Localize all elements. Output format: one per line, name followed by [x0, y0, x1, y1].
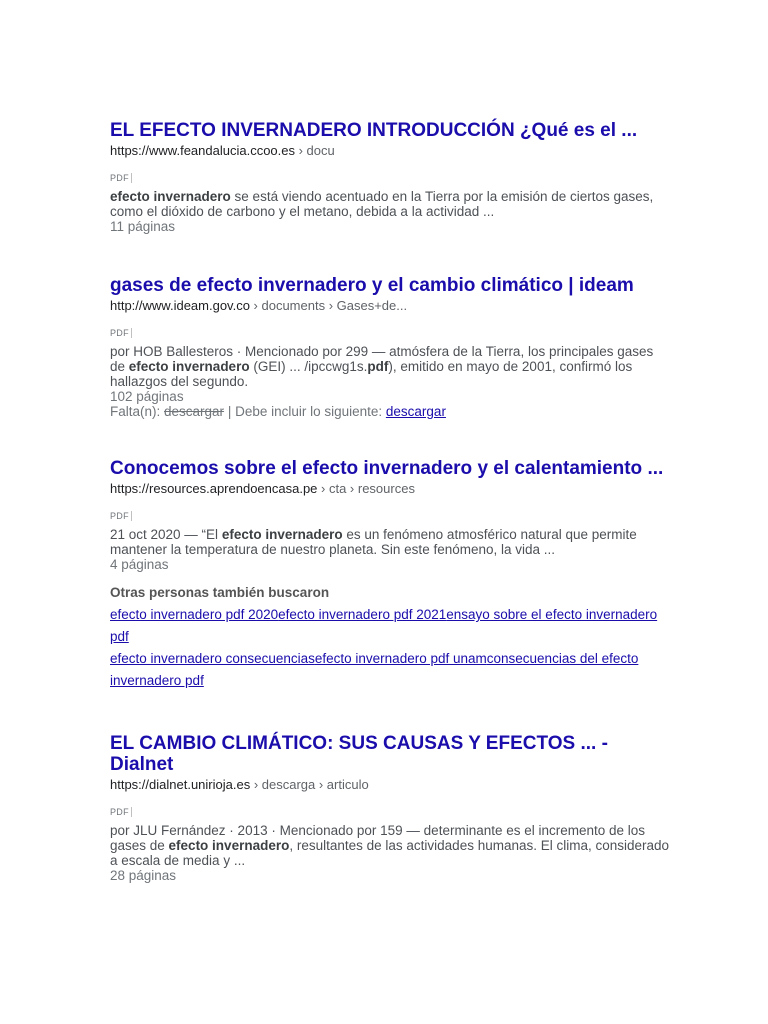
related-searches-heading: Otras personas también buscaron — [110, 585, 330, 600]
related-search-link[interactable]: efecto invernadero pdf 2020 — [110, 607, 279, 622]
result-title-link[interactable]: gases de efecto invernadero y el cambio climático | ideam — [110, 275, 634, 296]
result-site: https://dialnet.unirioja.es — [110, 777, 251, 792]
pdf-badge: PDF — [110, 807, 132, 817]
related-search-link[interactable]: efecto invernadero consecuencias — [110, 651, 315, 666]
result-site: https://www.feandalucia.ccoo.es — [110, 143, 295, 158]
result-title-link[interactable]: EL EFECTO INVERNADERO INTRODUCCIÓN ¿Qué es el ... — [110, 120, 638, 141]
result-snippet: por JLU Fernández · 2013 · Mencionado por 159 — determinante es el incremento de los gases de efecto invernadero, resultantes de las actividades humanas. El clima, considerado a escala de media y ... — [110, 823, 670, 868]
related-search-link[interactable]: efecto invernadero pdf unam — [314, 651, 487, 666]
search-result — [110, 733, 670, 883]
pdf-badge: PDF — [110, 511, 132, 521]
search-result — [110, 120, 670, 234]
result-path: › descarga › articulo — [250, 777, 369, 792]
page-count: 102 páginas — [110, 389, 184, 404]
related-search-link[interactable]: consecuencias del efecto invernadero pdf — [110, 651, 639, 688]
related-searches — [110, 604, 670, 692]
result-snippet: por HOB Ballesteros · Mencionado por 299 — atmósfera de la Tierra, los principales gases de efecto invernadero (GEI) ... /ipccwg1s.pdf), emitido en mayo de 2001, confirmó los hallazgos del segundo. — [110, 344, 654, 389]
pdf-badge: PDF — [110, 173, 132, 183]
page-count: 11 páginas — [110, 219, 176, 234]
result-url[interactable] — [110, 143, 670, 159]
struck-term: descargar — [164, 404, 225, 419]
related-search-link[interactable]: efecto invernadero pdf 2021 — [278, 607, 447, 622]
result-snippet: 21 oct 2020 — “El efecto invernadero es un fenómeno atmosférico natural que permite mantener la temperatura de nuestro planeta. Sin este fenómeno, la vida ... — [110, 527, 637, 557]
result-site: http://www.ideam.gov.co — [110, 298, 250, 313]
result-title-link[interactable]: EL CAMBIO CLIMÁTICO: SUS CAUSAS Y EFECTOS ... - Dialnet — [110, 733, 608, 775]
pdf-badge: PDF — [110, 328, 132, 338]
result-path: › documents › Gases+de... — [249, 298, 408, 313]
search-result — [110, 458, 670, 692]
result-title-link[interactable]: Conocemos sobre el efecto invernadero y el calentamiento ... — [110, 458, 664, 479]
page-count: 4 páginas — [110, 557, 169, 572]
related-search-link[interactable]: ensayo sobre el efecto invernadero pdf — [110, 607, 658, 644]
result-path: › cta › resources — [317, 481, 415, 496]
result-url[interactable] — [110, 298, 670, 314]
result-url[interactable] — [110, 481, 670, 497]
missing-terms: Falta(n): descargar | Debe incluir lo siguiente: descargar — [110, 404, 446, 419]
result-snippet: efecto invernadero se está viendo acentuado en la Tierra por la emisión de ciertos gases, como el dióxido de carbono y el metano, debida a la actividad ... — [110, 189, 654, 219]
page-count: 28 páginas — [110, 868, 177, 883]
result-site: https://resources.aprendoencasa.pe — [110, 481, 318, 496]
search-result — [110, 275, 670, 419]
result-url[interactable] — [110, 777, 630, 793]
result-path: › docu — [295, 143, 335, 158]
must-include-link[interactable]: descargar — [385, 404, 446, 419]
